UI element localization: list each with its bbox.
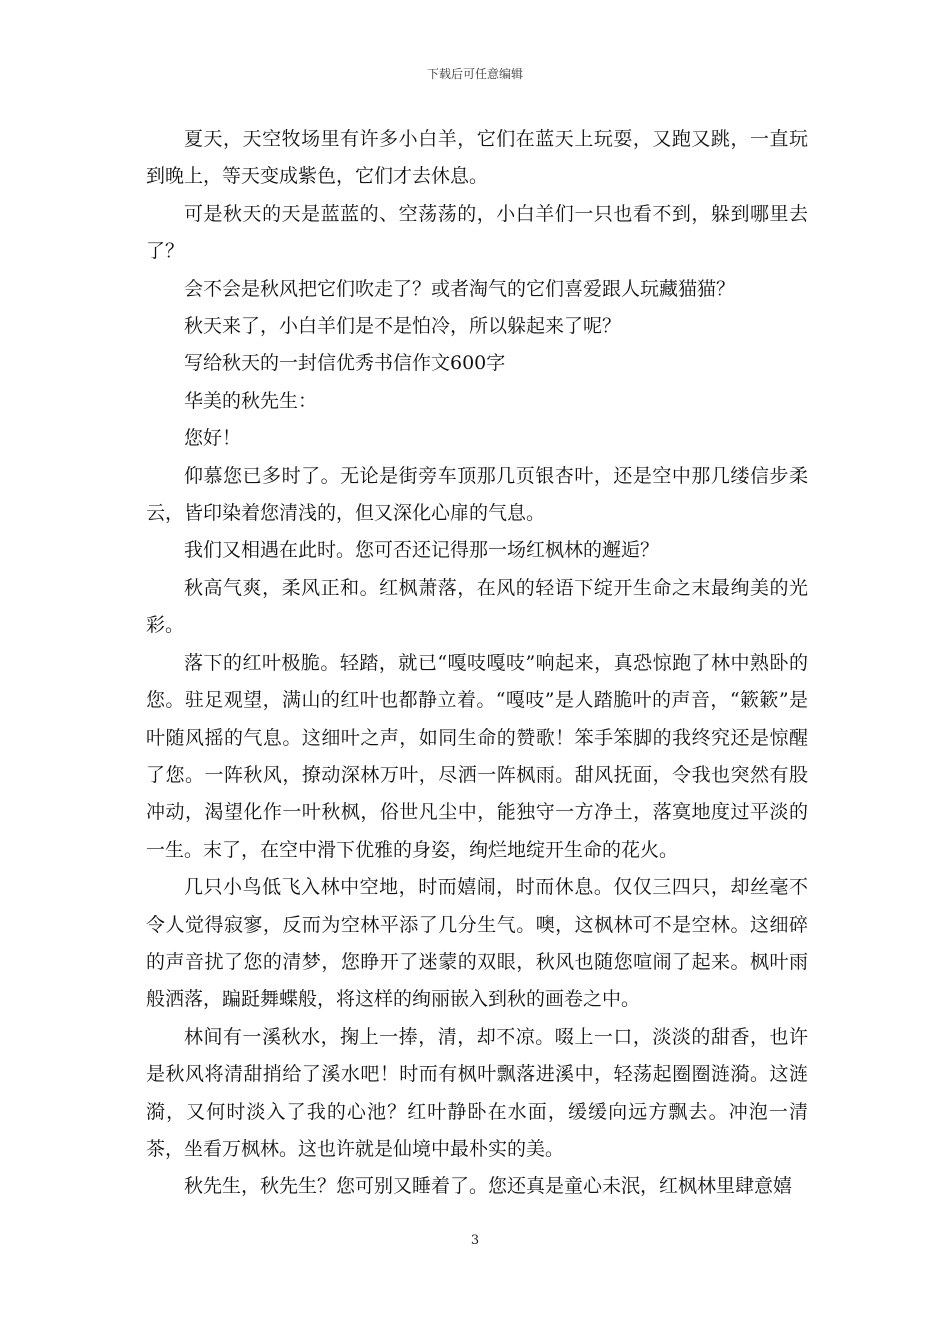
page-number: 3 xyxy=(470,1233,480,1248)
paragraph: 我们又相遇在此时。您可否还记得那一场红枫林的邂逅？ xyxy=(184,539,660,562)
paragraph: 会不会是秋风把它们吹走了？或者淘气的它们喜爱跟人玩藏猫猫？ xyxy=(184,277,736,300)
paragraph: 林间有一溪秋水，掬上一捧，清，却不凉。啜上一口，淡淡的甜香，也许是秋风将清甜捎给了溪水吧！时而有枫叶飘落进溪中，轻荡起圈圈涟漪。这涟漪，又何时淡入了我的心池？红叶静卧在水面，缓缓向远方飘去。冲泡一清茶，坐看万枫林。这也许就是仙境中最朴实的美。 xyxy=(146,1025,808,1160)
paragraph: 秋先生，秋先生？您可别又睡着了。您还真是童心未泯，红枫林里肆意嬉 xyxy=(184,1175,793,1198)
page-header: 下载后可任意编辑 xyxy=(426,67,523,81)
paragraph: 仰慕您已多时了。无论是街旁车顶那几页银杏叶，还是空中那几缕信步柔云，皆印染着您清浅的，但又深化心扉的气息。 xyxy=(146,464,808,525)
document-body xyxy=(146,121,808,1206)
letter-salutation: 华美的秋先生： xyxy=(184,389,318,412)
paragraph: 秋高气爽，柔风正和。红枫萧落，在风的轻语下绽开生命之末最绚美的光彩。 xyxy=(146,576,808,637)
paragraph: 落下的红叶极脆。轻踏，就已“嘎吱嘎吱”响起来，真恐惊跑了林中熟卧的您。驻足观望，满山的红叶也都静立着。“嘎吱”是人踏脆叶的声音，“簌簌”是叶随风摇的气息。这细叶之声，如同生命的赞歌！笨手笨脚的我终究还是惊醒了您。一阵秋风，撩动深林万叶，尽洒一阵枫雨。甜风抚面，令我也突然有股冲动，渴望化作一叶秋枫，俗世凡尘中，能独守一方净土，落寞地度过平淡的一生。末了，在空中滑下优雅的身姿，绚烂地绽开生命的花火。 xyxy=(146,651,808,861)
article-title: 写给秋天的一封信优秀书信作文600字 xyxy=(184,352,506,375)
paragraph: 夏天，天空牧场里有许多小白羊，它们在蓝天上玩耍，又跑又跳，一直玩到晚上，等天变成紫色，它们才去休息。 xyxy=(146,128,808,188)
letter-greeting: 您好！ xyxy=(184,427,242,450)
paragraph: 可是秋天的天是蓝蓝的、空荡荡的，小白羊们一只也看不到，躲到哪里去了？ xyxy=(146,202,808,263)
paragraph: 几只小鸟低飞入林中空地，时而嬉闹，时而休息。仅仅三四只，却丝毫不令人觉得寂寥，反而为空林平添了几分生气。噢，这枫林可不是空林。这细碎的声音扰了您的清梦，您睁开了迷蒙的双眼，秋风也随您喧闹了起来。枫叶雨般洒落，蹁跹舞蝶般，将这样的绚丽嵌入到秋的画卷之中。 xyxy=(146,876,808,1011)
paragraph: 秋天来了，小白羊们是不是怕冷，所以躲起来了呢？ xyxy=(184,315,622,338)
